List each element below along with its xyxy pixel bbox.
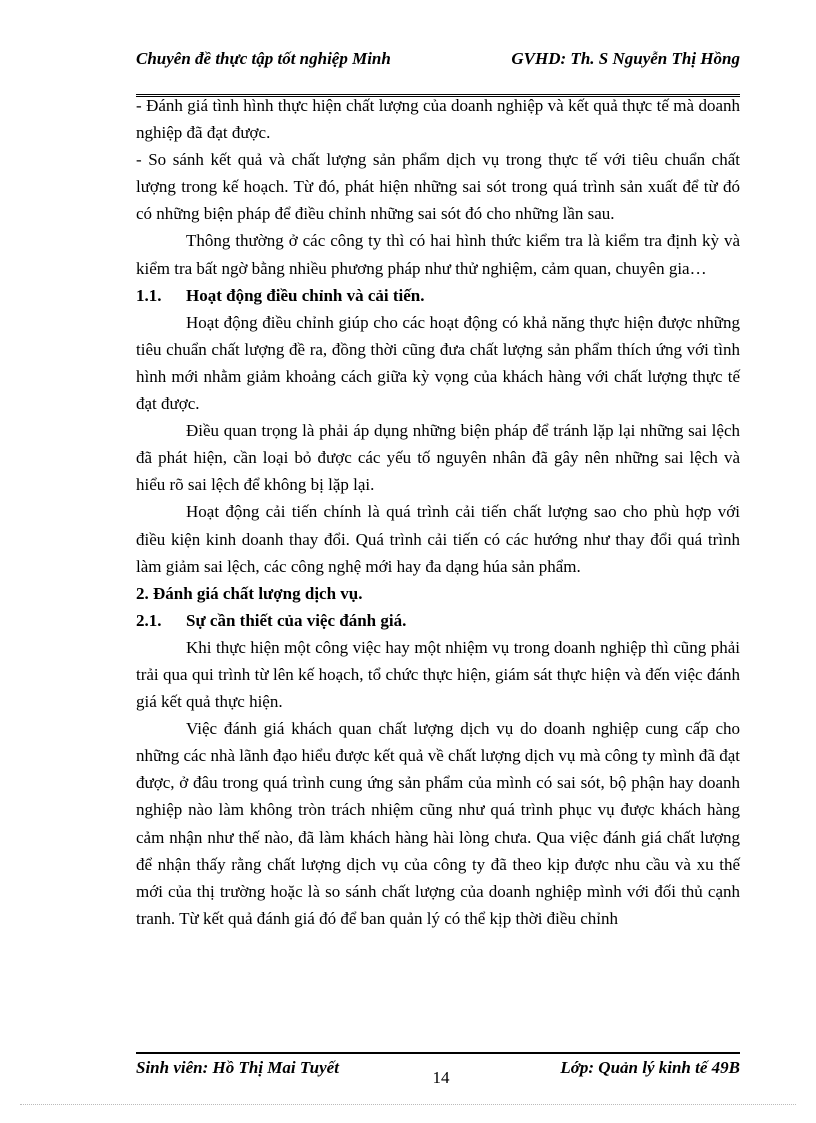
page-number: 14 [432,1068,450,1087]
page-footer [136,1052,740,1094]
footer-class: Lớp: Quản lý kinh tế 49B [560,1058,740,1077]
section-title: Hoạt động điều chỉnh và cải tiến. [186,285,425,305]
header-advisor: GVHD: Th. S Nguyễn Thị Hồng [511,49,740,68]
footer-student: Sinh viên: Hồ Thị Mai Tuyết [136,1058,339,1077]
page-break-line [20,1104,796,1105]
paragraph-important: Điều quan trọng là phải áp dụng những biện pháp để tránh lặp lại những sai lệch đã phát hiện, cần loại bỏ được các yếu tố nguyên nhân đã gây nên những sai lệch và hiểu rõ sai lệch để không bị lặp lại. [136,421,740,495]
section-title: Sự cần thiết của việc đánh giá. [186,610,407,630]
paragraph-improvement: Hoạt động cải tiến chính là quá trình cải tiến chất lượng sao cho phù hợp với điều kiện kinh doanh thay đổi. Quá trình cải tiến có các hướng như thay đổi quá trình làm giảm sai lệch, các công nghệ mới hay đa dạng húa sản phẩm. [136,502,740,576]
paragraph-bullet-2: - So sánh kết quả và chất lượng sản phẩm dịch vụ trong thực tế với tiêu chuẩn chất lượng trong kế hoạch. Từ đó, phát hiện những sai sót trong quá trình sản xuất để từ đó có những biện pháp để điều chỉnh những sai sót đó cho những lần sau. [136,150,740,224]
section-number: 2.1. [136,610,162,630]
paragraph-inspection-forms: Thông thường ở các công ty thì có hai hình thức kiểm tra là kiểm tra định kỳ và kiểm tra bất ngờ bằng nhiều phương pháp như thử nghiệm, cảm quan, chuyên gia… [136,231,740,278]
page-header [136,46,740,97]
paragraph-evaluation: Việc đánh giá khách quan chất lượng dịch vụ do doanh nghiệp cung cấp cho những các nhà lãnh đạo hiểu được kết quả về chất lượng dịch vụ mà công ty mình đã đạt được, ở đâu trong quá trình cung ứng sản phẩm của mình có sai sót, bộ phận hay doanh nghiệp nào làm không tròn trách nhiệm cũng như quá trình phục vụ được khách hàng cảm nhận như thế nào, đã làm khách hàng hài lòng chưa. Qua việc đánh giá chất lượng để nhận thấy rằng chất lượng dịch vụ của công ty đã theo kịp được nhu cầu và xu thế mới của thị trường hoặc là so sánh chất lượng của doanh nghiệp mình với đối thủ cạnh tranh. Từ kết quả đánh giá đó để ban quản lý có thể kịp thời điều chỉnh [136,719,740,928]
paragraph-adjustment: Hoạt động điều chỉnh giúp cho các hoạt động có khả năng thực hiện được những tiêu chuẩn chất lượng đề ra, đồng thời cũng đưa chất lượng sản phẩm thích ứng với tình hình mới nhằm giảm khoảng cách giữa kỳ vọng của khách hàng với chất lượng thực tế đạt được. [136,312,740,414]
header-thesis-title: Chuyên đề thực tập tốt nghiệp Minh [136,49,391,68]
paragraph-process: Khi thực hiện một công việc hay một nhiệm vụ trong doanh nghiệp thì cũng phải trải qua qui trình từ lên kế hoạch, tổ chức thực hiện, giám sát thực hiện và đến việc đánh giá kết quả thực hiện. [136,637,740,712]
section-heading-1-1 [136,282,740,309]
section-number: 1.1. [136,285,162,305]
document-body [136,92,740,932]
section-heading-2: 2. Đánh giá chất lượng dịch vụ. [136,583,363,603]
section-heading-2-1 [136,607,740,634]
paragraph-bullet-1: - Đánh giá tình hình thực hiện chất lượng của doanh nghiệp và kết quả thực tế mà doanh nghiệp đã đạt được. [136,96,740,143]
